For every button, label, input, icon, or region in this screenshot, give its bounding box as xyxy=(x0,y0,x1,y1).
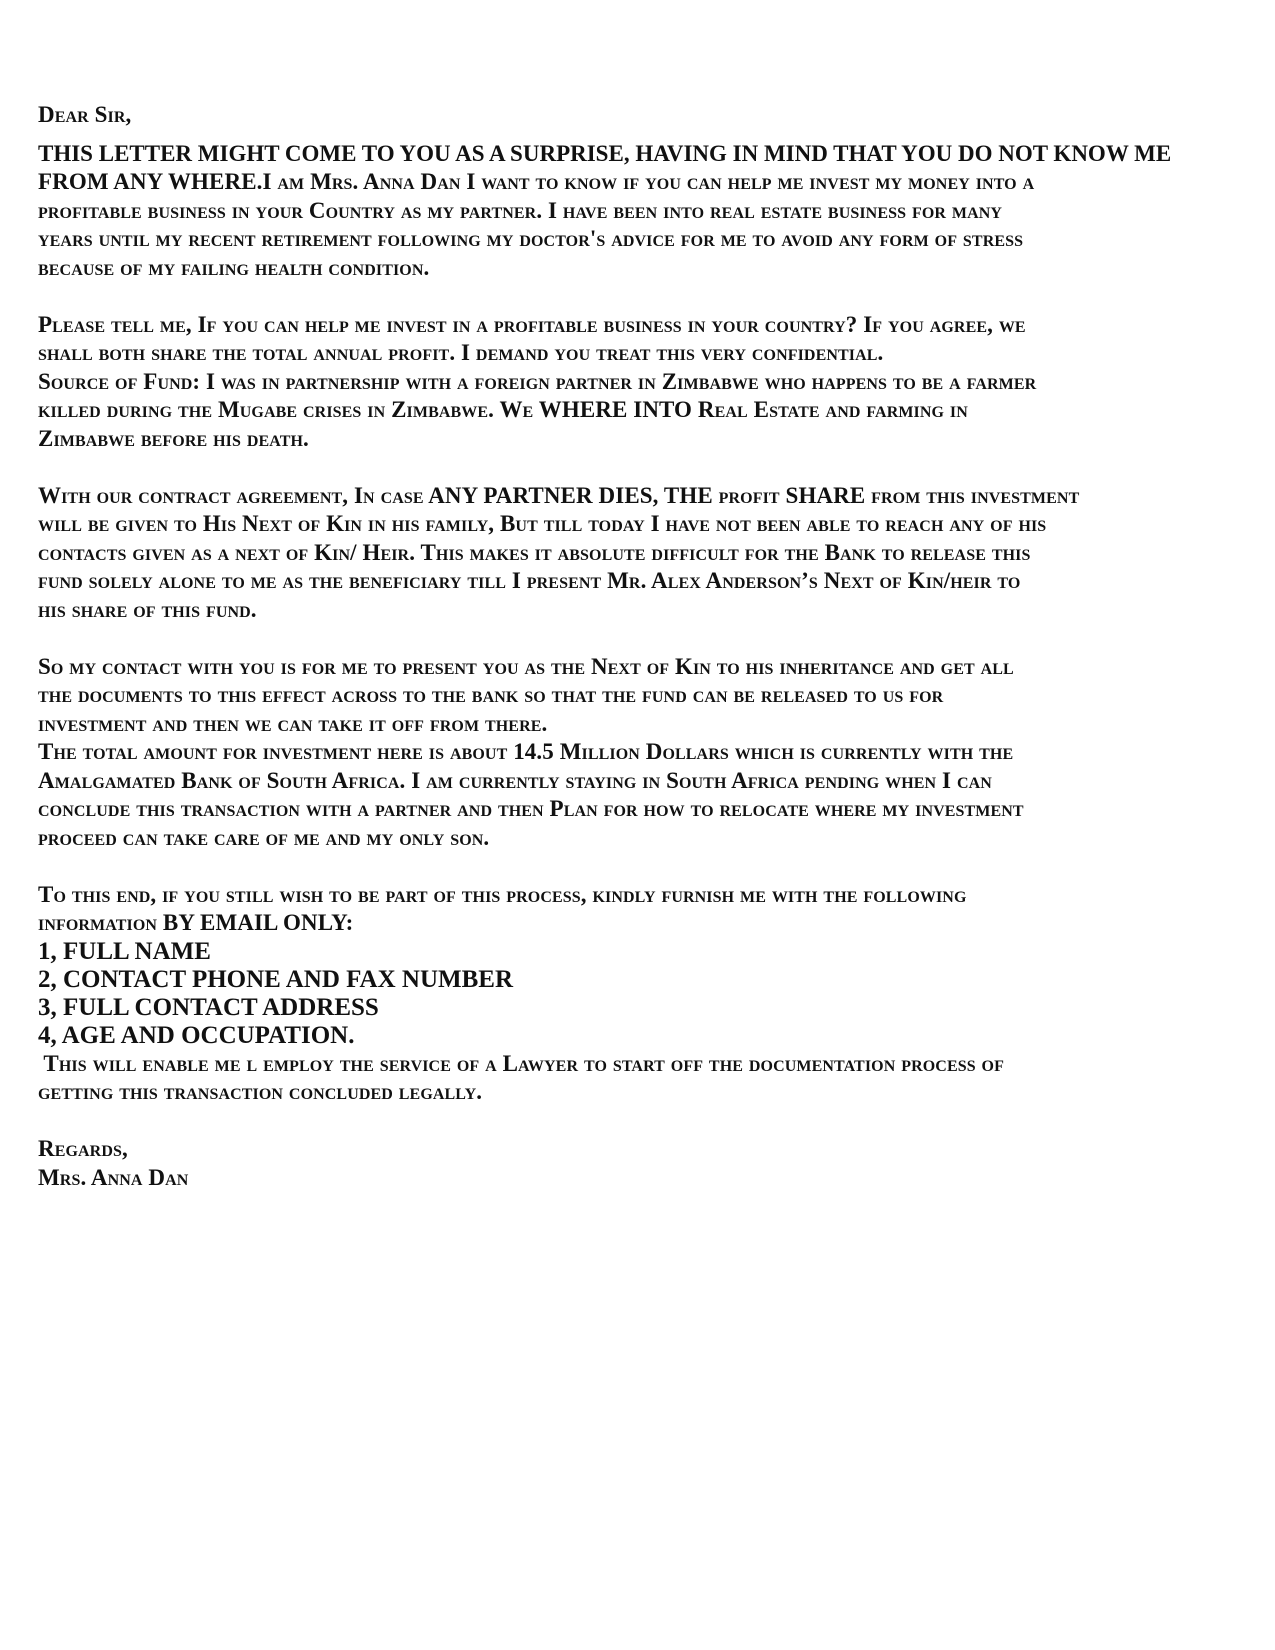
info-list xyxy=(38,938,1238,1050)
list-item: 4, AGE AND OCCUPATION. xyxy=(38,1021,355,1049)
paragraph-contact xyxy=(38,653,1238,853)
paragraph-line: Please tell me, If you can help me invest in a profitable business in your country? If you agree, we xyxy=(38,311,1026,337)
list-item: 1, FULL NAME xyxy=(38,937,211,965)
list-item: 3, FULL CONTACT ADDRESS xyxy=(38,993,379,1021)
list-item: 2, CONTACT PHONE AND FAX NUMBER xyxy=(38,965,514,993)
salutation: Dear Sir, xyxy=(38,102,132,127)
paragraph-intro xyxy=(38,140,1238,283)
signature: Mrs. Anna Dan xyxy=(38,1164,189,1190)
paragraph-line: the documents to this effect across to the bank so that the fund can be released to us for xyxy=(38,682,944,707)
paragraph-line: So my contact with you is for me to present you as the Next of Kin to his inheritance and get all xyxy=(38,653,1014,679)
closing: Regards, xyxy=(38,1136,128,1161)
paragraph-lawyer xyxy=(38,1050,1238,1107)
paragraph-line: This will enable me l employ the service of a Lawyer to start off the documentation process of xyxy=(38,1050,1004,1076)
paragraph-line: Amalgamated Bank of South Africa. I am currently staying in South Africa pending when I can xyxy=(38,767,992,793)
paragraph-line: getting this transaction concluded legally. xyxy=(38,1079,483,1104)
paragraph-line: With our contract agreement, In case ANY PARTNER DIES, THE profit SHARE from this investment xyxy=(38,482,1080,508)
paragraph-line: killed during the Mugabe crises in Zimbabwe. We WHERE INTO Real Estate and farming in xyxy=(38,397,968,422)
paragraph-line: shall both share the total annual profit. I demand you treat this very confidential. xyxy=(38,340,884,365)
paragraph-line: conclude this transaction with a partner and then Plan for how to relocate where my investment xyxy=(38,796,1024,821)
paragraph-line: fund solely alone to me as the beneficiary till I present Mr. Alex Anderson’s Next of Kin/heir to xyxy=(38,568,1021,593)
paragraph-agreement xyxy=(38,482,1238,625)
paragraph-line: To this end, if you still wish to be part of this process, kindly furnish me with the following xyxy=(38,881,967,907)
letter-page xyxy=(38,101,1238,1192)
paragraph-line: will be given to His Next of Kin in his family, But till today I have not been able to reach any of his xyxy=(38,511,1047,536)
paragraph-line: information BY EMAIL ONLY: xyxy=(38,910,354,935)
paragraph-line: profitable business in your Country as my partner. I have been into real estate business for many xyxy=(38,197,1003,223)
paragraph-request xyxy=(38,311,1238,454)
paragraph-line: investment and then we can take it off from there. xyxy=(38,710,548,736)
paragraph-line: because of my failing health condition. xyxy=(38,254,430,280)
paragraph-line: The total amount for investment here is about 14.5 Million Dollars which is currently with the xyxy=(38,739,1014,764)
paragraph-line: FROM ANY WHERE.I am Mrs. Anna Dan I want to know if you can help me invest my money into a xyxy=(38,169,1035,194)
paragraph-line: contacts given as a next of Kin/ Heir. This makes it absolute difficult for the Bank to release this xyxy=(38,539,1031,565)
paragraph-line: Source of Fund: I was in partnership with a foreign partner in Zimbabwe who happens to be a farmer xyxy=(38,368,1037,394)
paragraph-line: years until my recent retirement following my doctor's advice for me to avoid any form of stress xyxy=(38,226,1024,251)
paragraph-line: his share of this fund. xyxy=(38,596,257,622)
paragraph-information xyxy=(38,881,1238,938)
paragraph-line: Zimbabwe before his death. xyxy=(38,425,309,451)
paragraph-line: proceed can take care of me and my only son. xyxy=(38,824,490,850)
paragraph-line: THIS LETTER MIGHT COME TO YOU AS A SURPRISE, HAVING IN MIND THAT YOU DO NOT KNOW ME xyxy=(38,140,1172,166)
